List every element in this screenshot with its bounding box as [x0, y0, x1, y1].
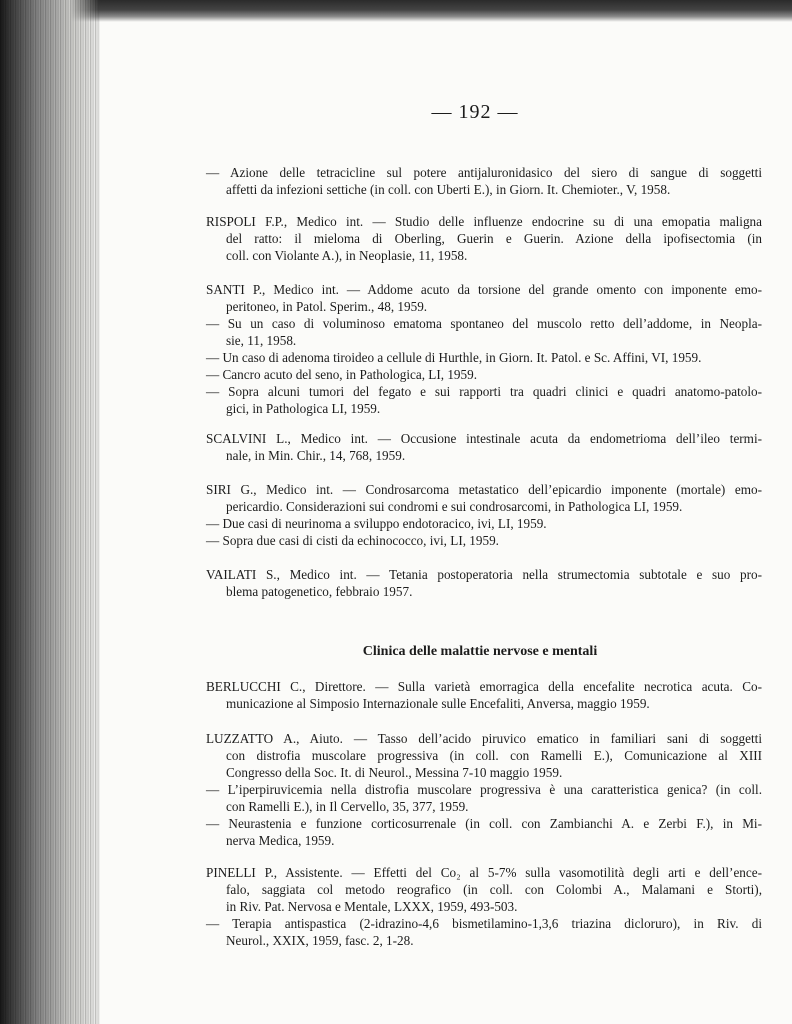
entry-line: coll. con Violante A.), in Neoplasie, 11, 1958. [226, 248, 468, 263]
entry-line: affetti da infezioni settiche (in coll. con Uberti E.), in Giorn. It. Chemioter., V, 1958. [226, 182, 671, 197]
entry-line: nale, in Min. Chir., 14, 768, 1959. [226, 448, 406, 463]
entry-line: PINELLI P., Assistente. — Effetti del Co₂ al 5-7% sulla vasomotilità degli arti e dell’ence- [206, 865, 762, 880]
scan-binding-shadow [0, 0, 100, 1024]
entry-line: VAILATI S., Medico int. — Tetania postoperatoria nella strumectomia subtotale e suo pro- [206, 567, 762, 582]
entry-line: — Cancro acuto del seno, in Pathologica, LI, 1959. [206, 367, 478, 382]
entry-line: — Su un caso di voluminoso ematoma spontaneo del muscolo retto dell’addome, in Neopla- [206, 316, 762, 331]
scan-top-edge [0, 0, 792, 22]
entry-line: — Due casi di neurinoma a sviluppo endotoracico, ivi, LI, 1959. [206, 516, 547, 531]
entry-line: — Un caso di adenoma tiroideo a cellule di Hurthle, in Giorn. It. Patol. e Sc. Affini, VI, 1959. [206, 350, 702, 365]
page-number: — 192 — [431, 101, 519, 123]
entry-line: con Ramelli E.), in Il Cervello, 35, 377, 1959. [226, 799, 469, 814]
entry-vailati [206, 566, 762, 600]
entry-line: — Azione delle tetracicline sul potere antijaluronidasico del siero di sangue di soggetti [206, 165, 762, 180]
entry-line: gici, in Pathologica LI, 1959. [226, 401, 381, 416]
entry-line: con distrofia muscolare progressiva (in coll. con Ramelli E.), Comunicazione al XIII [226, 748, 762, 763]
entry-line: BERLUCCHI C., Direttore. — Sulla varietà emorragica della encefalite necrotica acuta. Co- [206, 679, 762, 694]
section-heading: Clinica delle malattie nervose e mentali [362, 644, 598, 659]
entry-siri [206, 481, 762, 549]
entry-rispoli [206, 213, 762, 264]
entry-pinelli [206, 864, 762, 949]
entry-azione-tetracicline [206, 164, 762, 198]
entry-line: LUZZATTO A., Aiuto. — Tasso dell’acido piruvico ematico in familiari sani di soggetti [206, 731, 762, 746]
entry-line: Congresso della Soc. It. di Neurol., Messina 7-10 maggio 1959. [226, 765, 563, 780]
entry-line: falo, saggiata col metodo reografico (in coll. con Colombi A., Malamani e Storti), [226, 882, 762, 897]
entry-line: RISPOLI F.P., Medico int. — Studio delle influenze endocrine su di una emopatia maligna [206, 214, 762, 229]
entry-scalvini [206, 430, 762, 464]
entry-line: — L’iperpiruvicemia nella distrofia muscolare progressiva è una caratteristica genica? (in coll. [206, 782, 762, 797]
entry-berlucchi [206, 678, 762, 712]
entry-line: del ratto: il mieloma di Oberling, Guerin e Guerin. Azione della ipofisectomia (in [226, 231, 762, 246]
entry-line: peritoneo, in Patol. Sperim., 48, 1959. [226, 299, 428, 314]
entry-line: nerva Medica, 1959. [226, 833, 335, 848]
entry-line: pericardio. Considerazioni sui condromi e sui condrosarcomi, in Pathologica LI, 1959. [226, 499, 683, 514]
entry-santi [206, 281, 762, 417]
entry-line: sie, 11, 1958. [226, 333, 297, 348]
entry-line: — Terapia antispastica (2-idrazino-4,6 bismetilamino-1,3,6 triazina dicloruro), in Riv. di [206, 916, 762, 931]
entry-luzzatto [206, 730, 762, 849]
entry-line: in Riv. Pat. Nervosa e Mentale, LXXX, 1959, 493-503. [226, 899, 518, 914]
entry-line: municazione al Simposio Internazionale sulle Encefaliti, Anversa, maggio 1959. [226, 696, 650, 711]
entry-line: SIRI G., Medico int. — Condrosarcoma metastatico dell’epicardio imponente (mortale) emo- [206, 482, 762, 497]
entry-line: — Sopra alcuni tumori del fegato e sui rapporti tra quadri clinici e quadri anatomo-patolo- [206, 384, 762, 399]
entry-line: — Sopra due casi di cisti da echinococco, ivi, LI, 1959. [206, 533, 499, 548]
entry-line: Neurol., XXIX, 1959, fasc. 2, 1-28. [226, 933, 414, 948]
entry-line: — Neurastenia e funzione corticosurrenale (in coll. con Zambianchi A. e Zerbi F.), in Mi- [206, 816, 762, 831]
entry-line: blema patogenetico, febbraio 1957. [226, 584, 413, 599]
entry-line: SANTI P., Medico int. — Addome acuto da torsione del grande omento con imponente emo- [206, 282, 762, 297]
entry-line: SCALVINI L., Medico int. — Occusione intestinale acuta da endometrioma dell’ileo termi- [206, 431, 762, 446]
